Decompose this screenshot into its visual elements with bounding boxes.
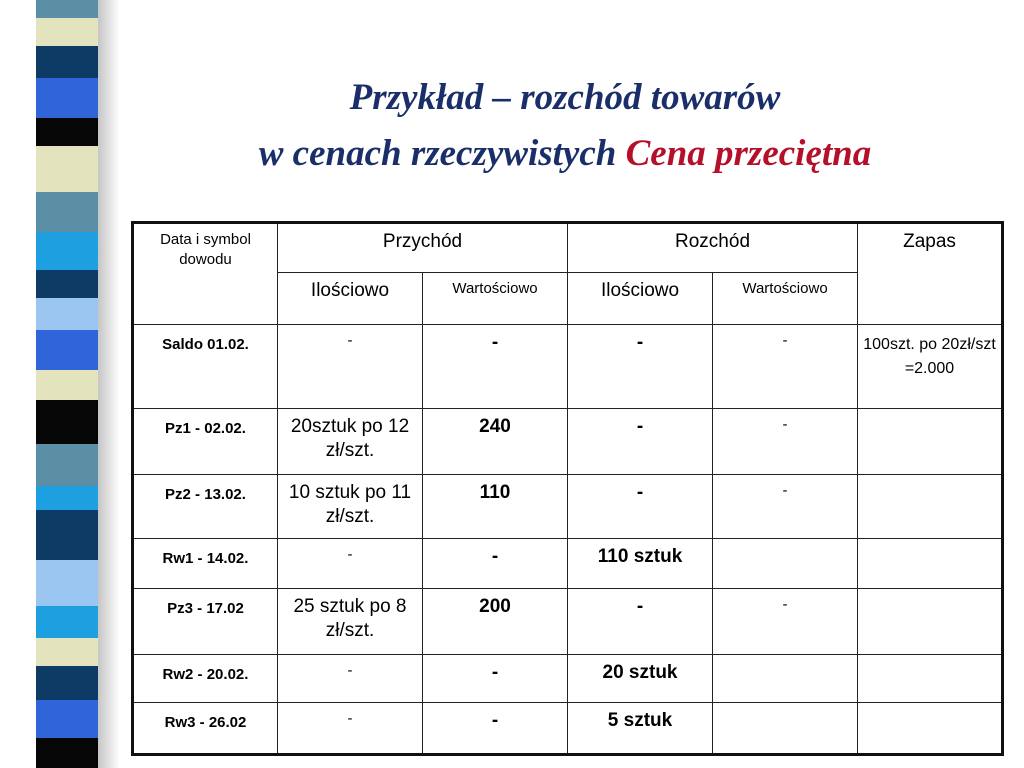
out-value-cell: - (713, 409, 858, 475)
in-value-cell: - (423, 325, 568, 409)
header-date: Data i symbol dowodu (133, 223, 278, 325)
table-row (133, 655, 1003, 703)
doc-cell: Rw1 - 14.02. (133, 539, 278, 589)
table-row (133, 703, 1003, 755)
doc-cell: Pz2 - 13.02. (133, 475, 278, 539)
title-line-2-text: w cenach rzeczywistych (258, 133, 617, 174)
table-row (133, 325, 1003, 409)
out-value-cell: - (713, 325, 858, 409)
header-income-qty: Ilościowo (278, 273, 423, 325)
table-row (133, 589, 1003, 655)
in-value-cell: - (423, 655, 568, 703)
out-value-cell: - (713, 589, 858, 655)
in-value-cell: - (423, 703, 568, 755)
header-income: Przychód (278, 223, 568, 273)
slide-title (130, 70, 1000, 182)
out-qty-cell: 5 sztuk (568, 703, 713, 755)
table-row (133, 539, 1003, 589)
in-value-cell: - (423, 539, 568, 589)
stock-cell (858, 539, 1003, 589)
table-row (133, 475, 1003, 539)
out-qty-cell: - (568, 325, 713, 409)
stock-cell (858, 589, 1003, 655)
out-qty-cell: 20 sztuk (568, 655, 713, 703)
stock-cell: 100szt. po 20zł/szt =2.000 (858, 325, 1003, 409)
in-value-cell: 200 (423, 589, 568, 655)
in-qty-cell: - (278, 325, 423, 409)
doc-cell: Rw3 - 26.02 (133, 703, 278, 755)
stock-cell (858, 409, 1003, 475)
in-qty-cell: - (278, 703, 423, 755)
title-line-2 (130, 126, 1000, 182)
in-qty-cell: - (278, 655, 423, 703)
header-stock: Zapas (858, 223, 1003, 325)
header-income-value: Wartościowo (423, 273, 568, 325)
out-value-cell (713, 655, 858, 703)
out-qty-cell: - (568, 409, 713, 475)
in-value-cell: 110 (423, 475, 568, 539)
title-line-1: Przykład – rozchód towarów (349, 77, 781, 118)
in-qty-cell: 25 sztuk po 8 zł/szt. (278, 589, 423, 655)
stock-cell (858, 475, 1003, 539)
out-qty-cell: - (568, 589, 713, 655)
header-outcome-value: Wartościowo (713, 273, 858, 325)
decorative-stripe (36, 0, 98, 768)
in-qty-cell: - (278, 539, 423, 589)
in-value-cell: 240 (423, 409, 568, 475)
doc-cell: Rw2 - 20.02. (133, 655, 278, 703)
out-value-cell (713, 539, 858, 589)
doc-cell: Saldo 01.02. (133, 325, 278, 409)
header-outcome: Rozchód (568, 223, 858, 273)
table-row (133, 409, 1003, 475)
out-qty-cell: 110 sztuk (568, 539, 713, 589)
doc-cell: Pz1 - 02.02. (133, 409, 278, 475)
title-accent: Cena przeciętna (625, 133, 872, 174)
stripe-shadow (98, 0, 120, 768)
inventory-table (131, 221, 1004, 756)
in-qty-cell: 20sztuk po 12 zł/szt. (278, 409, 423, 475)
stock-cell (858, 655, 1003, 703)
header-row-1 (133, 223, 1003, 273)
stock-cell (858, 703, 1003, 755)
in-qty-cell: 10 sztuk po 11 zł/szt. (278, 475, 423, 539)
out-value-cell (713, 703, 858, 755)
doc-cell: Pz3 - 17.02 (133, 589, 278, 655)
header-outcome-qty: Ilościowo (568, 273, 713, 325)
out-value-cell: - (713, 475, 858, 539)
out-qty-cell: - (568, 475, 713, 539)
